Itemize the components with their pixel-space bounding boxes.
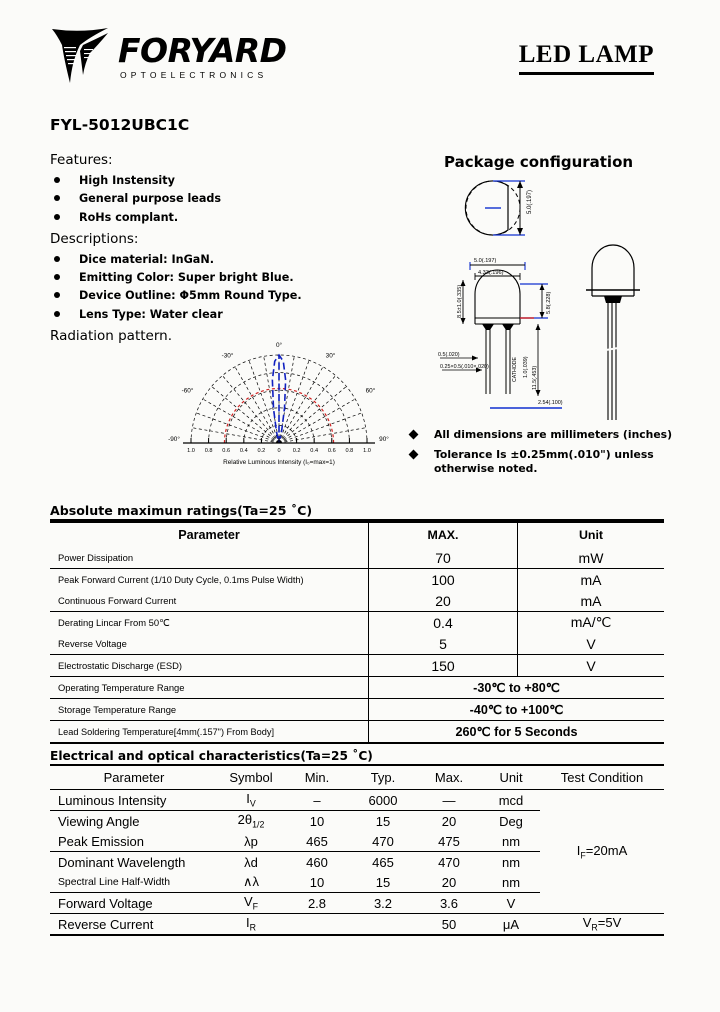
svg-text:11.5(.453): 11.5(.453) (532, 365, 538, 390)
cell-typ (350, 914, 416, 936)
cell-symbol: $I_V$ (218, 790, 284, 811)
column-header-unit: Unit (578, 528, 604, 542)
svg-text:0.25×0.5(.010×.020): 0.25×0.5(.010×.020) (440, 364, 489, 370)
specs-column (50, 152, 400, 351)
cell-value-span: -30℃ to +80℃ (369, 677, 665, 699)
column-header-typ: Typ. (350, 765, 416, 790)
absolute-ratings-title: Absolute maximun ratings(Ta=25 ˚C) (50, 503, 664, 521)
cell-max: 0.4 (369, 612, 518, 634)
feature-text: RoHs complant. (79, 210, 179, 224)
svg-text:4.33(.196): 4.33(.196) (478, 270, 504, 276)
svg-text:-30°: -30° (221, 352, 234, 360)
bullet-dot-icon (54, 311, 60, 317)
svg-text:-90°: -90° (168, 436, 180, 443)
descriptions-heading: Descriptions: (50, 230, 139, 247)
table-row (50, 914, 664, 936)
description-text: Dice material: InGaN. (79, 252, 214, 266)
list-item (50, 254, 400, 267)
list-item (50, 272, 400, 285)
list-item (50, 175, 400, 188)
svg-text:2.54(.100): 2.54(.100) (538, 400, 563, 406)
cell-unit: V (518, 655, 665, 677)
svg-text:CATHODE: CATHODE (512, 357, 518, 382)
cell-max: — (416, 790, 482, 811)
cell-max: 20 (441, 813, 457, 829)
features-list (50, 175, 400, 225)
cell-parameter: Viewing Angle (58, 813, 140, 829)
cell-min: 460 (306, 854, 328, 870)
column-header-parameter: Parameter (50, 765, 218, 790)
cell-typ: 465 (372, 854, 394, 870)
svg-text:0°: 0° (275, 342, 283, 349)
cell-symbol: $2\theta_{1/2}$ (237, 812, 265, 830)
column-header-unit: Unit (482, 765, 540, 790)
column-header-max: MAX. (369, 522, 518, 547)
svg-text:1.0: 1.0 (363, 448, 371, 454)
side-view-drawing (438, 258, 563, 408)
cell-symbol: λd (244, 854, 258, 870)
cell-parameter: Lead Soldering Temperature[4mm(.157") From Body] (50, 721, 369, 744)
radiation-pattern-chart (168, 338, 390, 466)
bullet-dot-icon (54, 274, 60, 280)
cell-max: 20 (416, 872, 482, 893)
absolute-ratings-table (50, 521, 664, 744)
cell-parameter: Dominant Wavelength (58, 854, 186, 870)
cell-min (284, 914, 350, 936)
table-row (50, 790, 664, 811)
bullet-dot-icon (54, 256, 60, 262)
cell-unit: nm (501, 854, 521, 870)
cell-unit: V (482, 893, 540, 914)
descriptions-list (50, 254, 400, 322)
document-title: LED LAMP (519, 41, 654, 75)
cell-unit: mA (518, 590, 665, 612)
cell-symbol: $V_F$ (218, 893, 284, 914)
cell-typ: 3.2 (350, 893, 416, 914)
company-logo (50, 25, 287, 87)
cell-parameter: Power Dissipation (50, 547, 369, 569)
svg-text:30°: 30° (325, 352, 336, 360)
diamond-bullet-icon (409, 430, 419, 440)
cell-max: 70 (369, 547, 518, 569)
features-heading: Features: (50, 152, 113, 168)
table-row (50, 699, 664, 721)
cell-unit: mcd (482, 790, 540, 811)
column-header-max: Max. (416, 765, 482, 790)
svg-text:1.0: 1.0 (187, 448, 195, 454)
cell-parameter: Spectral Line Half-Width (50, 872, 218, 893)
svg-text:0.5(.020): 0.5(.020) (438, 352, 460, 358)
radiation-pattern-heading: Radiation pattern. (50, 327, 172, 344)
feature-text: High Instensity (79, 174, 175, 187)
column-header-symbol: Symbol (218, 765, 284, 790)
cell-symbol: ∧λ (218, 872, 284, 893)
cell-parameter: Derating Lincar From 50℃ (50, 612, 369, 634)
electrical-optical-title: Electrical and optical characteristics(Ta=25 ˚C) (50, 749, 373, 763)
cell-parameter: Peak Emission (50, 831, 218, 852)
svg-text:0.8: 0.8 (204, 448, 213, 454)
cell-min: 2.8 (284, 893, 350, 914)
cell-max: 5 (369, 633, 518, 655)
cell-parameter: Storage Temperature Range (50, 699, 369, 721)
part-number: FYL-5012UBC1C (50, 116, 190, 134)
absolute-maximum-ratings-section (50, 503, 664, 744)
cell-max: 3.6 (416, 893, 482, 914)
package-drawing (430, 172, 690, 420)
svg-text:0: 0 (277, 448, 281, 454)
cell-parameter: Reverse Voltage (50, 633, 369, 655)
svg-text:0.8: 0.8 (345, 448, 354, 454)
svg-text:5.0(.197): 5.0(.197) (474, 258, 497, 264)
table-row (50, 633, 664, 655)
cell-typ: 6000 (350, 790, 416, 811)
cell-unit: μA (482, 914, 540, 936)
package-notes (408, 428, 698, 482)
cell-unit: mW (518, 547, 665, 569)
list-item (50, 290, 400, 303)
cell-max: 50 (416, 914, 482, 936)
svg-text:8.5±1.0(.335): 8.5±1.0(.335) (457, 284, 463, 318)
table-header-row (50, 522, 664, 547)
cell-typ: 470 (350, 831, 416, 852)
electrical-optical-table (50, 764, 664, 936)
svg-text:60°: 60° (365, 387, 376, 395)
list-item (50, 193, 400, 206)
led-profile-drawing (586, 245, 640, 420)
cell-typ: 15 (350, 872, 416, 893)
cell-unit: mA/℃ (570, 614, 612, 630)
svg-text:90°: 90° (379, 436, 389, 443)
cell-max: 475 (416, 831, 482, 852)
cell-max: 100 (369, 569, 518, 591)
cell-min: 465 (284, 831, 350, 852)
cell-unit: nm (482, 831, 540, 852)
svg-text:-60°: -60° (181, 387, 194, 395)
table-row (50, 655, 664, 677)
svg-text:0.6: 0.6 (327, 448, 336, 454)
svg-text:0.6: 0.6 (222, 448, 231, 454)
list-item (50, 309, 400, 322)
cell-symbol: λp (218, 831, 284, 852)
company-name: FORYARD (118, 31, 287, 70)
cell-typ: 15 (375, 813, 391, 829)
note-text: All dimensions are millimeters (inches) (434, 428, 673, 441)
cell-test-condition-reverse: $V_R=5V$ (540, 914, 664, 936)
cell-max: 470 (438, 854, 460, 870)
svg-text:5.0(.197): 5.0(.197) (527, 189, 533, 214)
top-view-drawing (465, 181, 533, 235)
list-item (408, 428, 698, 443)
svg-text:0.4: 0.4 (310, 448, 319, 454)
diamond-bullet-icon (409, 449, 419, 459)
cell-value-span: -40℃ to +100℃ (369, 699, 665, 721)
column-header-parameter: Parameter (50, 522, 369, 547)
cell-max: 150 (369, 655, 518, 677)
svg-text:5.8(.228): 5.8(.228) (546, 291, 552, 314)
cell-min: 10 (309, 813, 325, 829)
company-tagline: OPTOELECTRONICS (120, 70, 268, 80)
bullet-dot-icon (54, 177, 60, 183)
page-header (50, 25, 670, 95)
svg-text:1.0(.039): 1.0(.039) (523, 356, 529, 378)
svg-text:0.4: 0.4 (239, 448, 248, 454)
list-item (50, 212, 400, 225)
cell-unit: nm (482, 872, 540, 893)
cell-parameter: Operating Temperature Range (50, 677, 369, 699)
table-row (50, 721, 664, 744)
table-row (50, 612, 664, 634)
cell-parameter: Luminous Intensity (50, 790, 218, 811)
package-configuration-title: Package configuration (444, 153, 634, 171)
column-header-min: Min. (284, 765, 350, 790)
table-row (50, 569, 664, 591)
table-row (50, 590, 664, 612)
cell-parameter: Continuous Forward Current (50, 590, 369, 612)
svg-text:0.2: 0.2 (257, 448, 266, 454)
cell-unit: V (518, 633, 665, 655)
description-text: Device Outline: Φ5mm Round Type. (79, 289, 302, 303)
description-text: Lens Type: Water clear (79, 307, 223, 321)
foryard-logo-icon (50, 25, 112, 87)
list-item (408, 448, 698, 477)
table-header-row (50, 765, 664, 790)
electrical-optical-section (50, 749, 664, 936)
cell-symbol: $I_R$ (218, 914, 284, 936)
cell-unit: mA (580, 571, 602, 588)
cell-min: – (284, 790, 350, 811)
svg-text:0.2: 0.2 (292, 448, 301, 454)
description-text: Emitting Color: Super bright Blue. (79, 271, 294, 284)
cell-max: 20 (369, 590, 518, 612)
cell-parameter: Peak Forward Current (1/10 Duty Cycle, 0.1ms Pulse Width) (50, 569, 369, 591)
feature-text: General purpose leads (79, 192, 222, 206)
bullet-dot-icon (54, 214, 60, 220)
svg-text:Relative Luminous Intensity (I: Relative Luminous Intensity (I₀=max=1) (223, 459, 335, 466)
table-row (50, 677, 664, 699)
table-row (50, 547, 664, 569)
column-header-test-condition: Test Condition (540, 765, 664, 790)
cell-parameter: Electrostatic Discharge (ESD) (50, 655, 369, 677)
cell-test-condition-forward: $I_F=20mA$ (540, 790, 664, 914)
bullet-dot-icon (54, 195, 60, 201)
cell-min: 10 (284, 872, 350, 893)
bullet-dot-icon (54, 292, 60, 298)
cell-unit: Deg (499, 813, 523, 829)
note-text: Tolerance Is ±0.25mm(.010") unless otherwise noted. (434, 447, 654, 476)
cell-parameter: Reverse Current (50, 914, 218, 936)
cell-parameter: Forward Voltage (50, 893, 218, 914)
cell-value-span: 260℃ for 5 Seconds (369, 721, 665, 744)
